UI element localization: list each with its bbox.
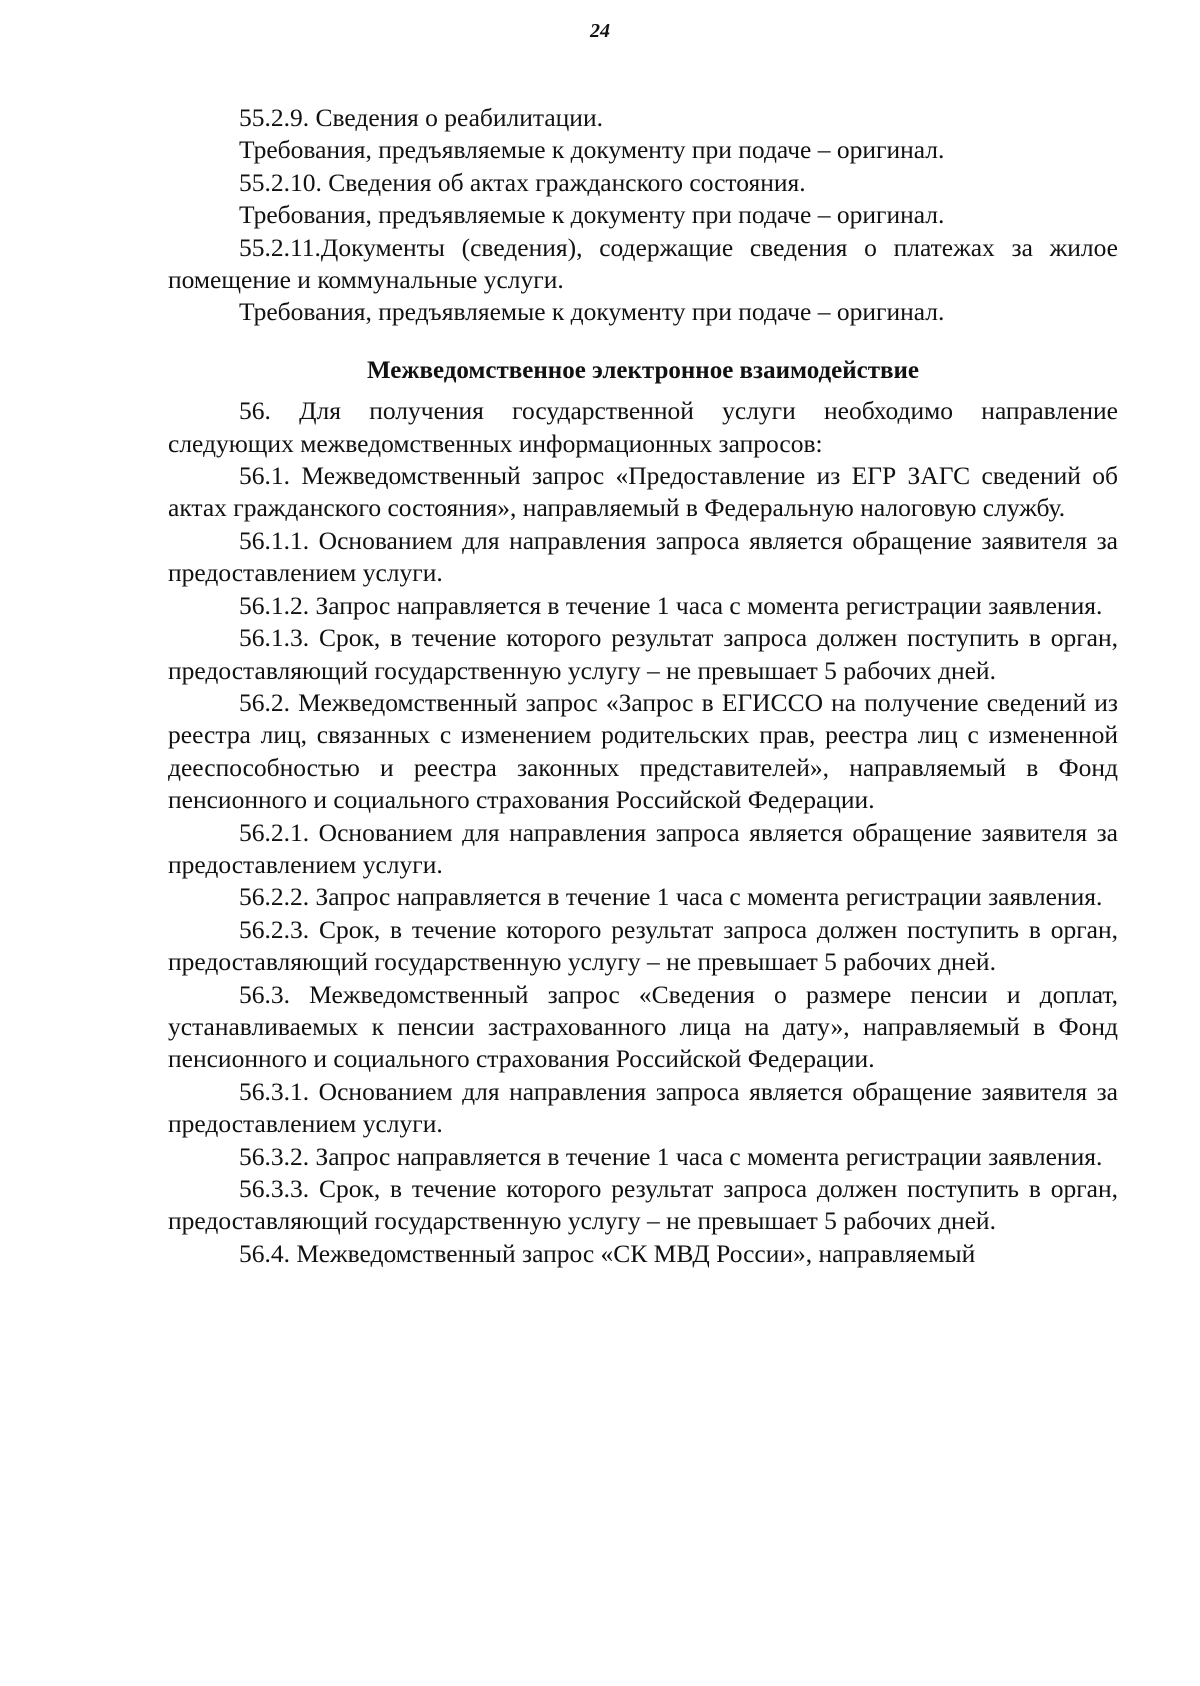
paragraph-56-1-2: 56.1.2. Запрос направляется в течение 1 часа с момента регистрации заявления.	[239, 590, 1103, 620]
section-heading: Межведомственное электронное взаимодействие	[366, 356, 920, 384]
paragraph-56-3-3: 56.3.3. Срок, в течение которого результат запроса должен поступить в орган, предоставляющий государственную услугу – не превышает 5 рабочих дней.	[168, 1174, 1118, 1236]
paragraph-56-3-1: 56.3.1. Основанием для направления запроса является обращение заявителя за предоставлением услуги.	[168, 1076, 1118, 1139]
paragraph-55-2-10: 55.2.10. Сведения об актах гражданского состояния.	[239, 167, 806, 197]
paragraph-56-3-2: 56.3.2. Запрос направляется в течение 1 часа с момента регистрации заявления.	[239, 1141, 1103, 1171]
paragraph-55-2-9: 55.2.9. Сведения о реабилитации.	[239, 103, 603, 132]
paragraph-requirements: Требования, предъявляемые к документу при подаче – оригинал.	[239, 200, 945, 230]
paragraph-requirements: Требования, предъявляемые к документу при подаче – оригинал.	[239, 297, 945, 327]
paragraph-56-2-3: 56.2.3. Срок, в течение которого результат запроса должен поступить в орган, предоставляющий государственную услугу – не превышает 5 рабочих дней.	[168, 914, 1118, 977]
paragraph-56-2-1: 56.2.1. Основанием для направления запроса является обращение заявителя за предоставлением услуги.	[168, 817, 1118, 879]
paragraph-56-1-1: 56.1.1. Основанием для направления запроса является обращение заявителя за предоставлением услуги.	[168, 525, 1118, 588]
paragraph-requirements: Требования, предъявляемые к документу при подаче – оригинал.	[239, 135, 945, 165]
paragraph-56-2: 56.2. Межведомственный запрос «Запрос в ЕГИССО на получение сведений из реестра лиц, связанных с изменением родительских прав, реестра лиц с измененной дееспособностью и реестра законных представителей», направляемый в Фонд пенсионного и социального страхования Российской Федерации.	[168, 687, 1118, 815]
paragraph-56-3: 56.3. Межведомственный запрос «Сведения о размере пенсии и доплат, устанавливаемых к пенсии застрахованного лица на дату», направляемый в Фонд пенсионного и социального страхования Российской Федерации.	[168, 979, 1118, 1074]
paragraph-56-1-3: 56.1.3. Срок, в течение которого результат запроса должен поступить в орган, предоставляющий государственную услугу – не превышает 5 рабочих дней.	[168, 623, 1118, 685]
paragraph-56-1: 56.1. Межведомственный запрос «Предоставление из ЕГР ЗАГС сведений об актах гражданского состояния», направляемый в Федеральную налоговую службу.	[168, 461, 1118, 523]
page-number: 24	[590, 20, 610, 42]
paragraph-56: 56. Для получения государственной услуги необходимо направление следующих межведомственных информационных запросов:	[168, 396, 1118, 458]
paragraph-56-2-2: 56.2.2. Запрос направляется в течение 1 часа с момента регистрации заявления.	[239, 882, 1103, 912]
paragraph-55-2-11: 55.2.11.Документы (сведения), содержащие сведения о платежах за жилое помещение и коммунальные услуги.	[168, 232, 1118, 295]
document-body	[168, 102, 1118, 1270]
paragraph-56-4: 56.4. Межведомственный запрос «СК МВД России», направляемый	[239, 1238, 976, 1268]
